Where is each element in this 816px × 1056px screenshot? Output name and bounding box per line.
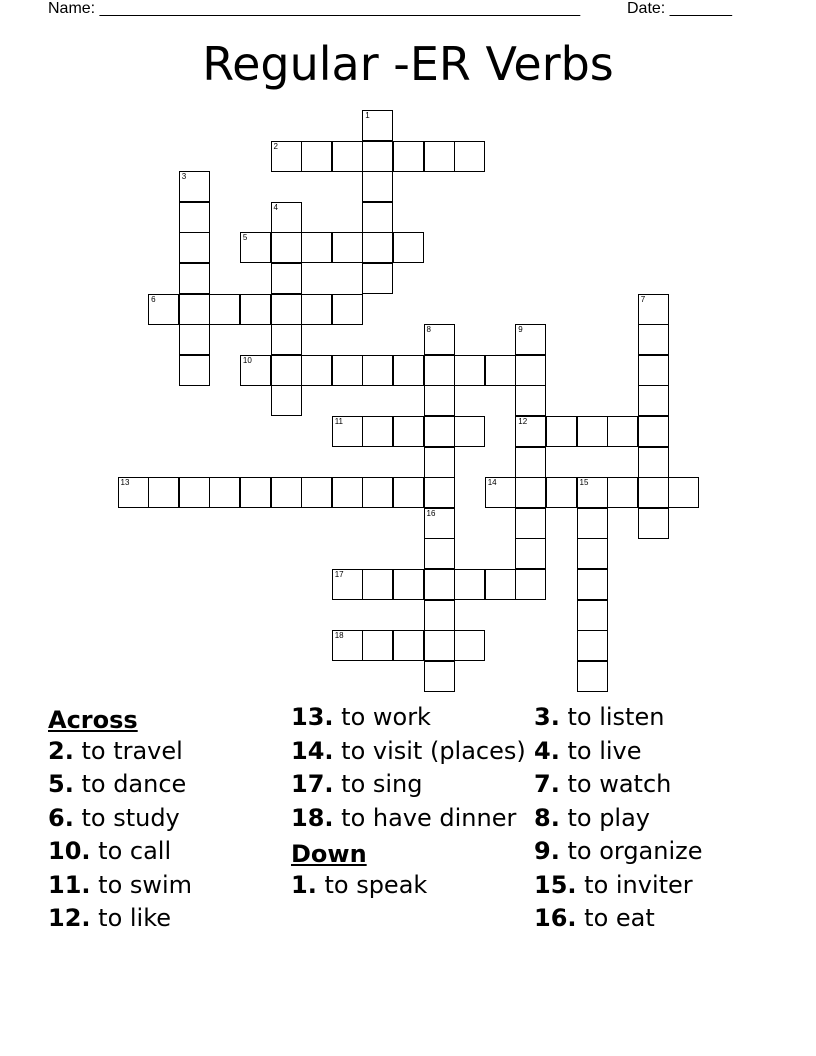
grid-cell[interactable] [179, 202, 210, 233]
cell-number: 10 [242, 355, 252, 365]
grid-cell[interactable] [546, 416, 577, 447]
grid-cell[interactable] [485, 477, 516, 508]
grid-cell[interactable] [179, 171, 210, 202]
grid-cell[interactable] [271, 202, 302, 233]
grid-cell[interactable] [179, 324, 210, 355]
grid-cell[interactable] [148, 477, 179, 508]
cell-number: 8 [426, 325, 431, 335]
clue-item: 11. to swim [48, 870, 193, 899]
clue-item: 5. to dance [48, 770, 187, 798]
grid-cell[interactable] [393, 232, 424, 263]
clue-item: 12. to like [48, 904, 172, 932]
grid-cell[interactable] [515, 416, 546, 447]
grid-cell[interactable] [393, 355, 424, 386]
grid-cell[interactable] [271, 385, 302, 416]
grid-cell[interactable] [148, 294, 179, 325]
grid-cell[interactable] [638, 385, 669, 416]
grid-cell[interactable] [179, 477, 210, 508]
grid-cell[interactable] [240, 294, 271, 325]
grid-cell[interactable] [454, 355, 485, 386]
name-field-label: Name: ______________________________________________________ [48, 0, 581, 17]
grid-cell[interactable] [424, 661, 455, 692]
down-heading: Down [291, 840, 367, 868]
grid-cell[interactable] [638, 324, 669, 355]
grid-cell[interactable] [179, 263, 210, 294]
grid-cell[interactable] [301, 477, 332, 508]
clue-item: 17. to sing [291, 770, 423, 798]
grid-cell[interactable] [454, 141, 485, 172]
grid-cell[interactable] [332, 141, 363, 172]
grid-cell[interactable] [454, 630, 485, 661]
grid-cell[interactable] [424, 538, 455, 569]
clue-item: 1. to speak [291, 870, 428, 899]
grid-cell[interactable] [515, 355, 546, 386]
clue-item: 6. to study [48, 803, 180, 832]
cell-number: 14 [487, 478, 497, 488]
cell-number: 17 [334, 570, 344, 579]
grid-cell[interactable] [362, 110, 393, 141]
cell-number: 9 [518, 325, 523, 335]
grid-cell[interactable] [393, 630, 424, 661]
grid-cell[interactable] [271, 263, 302, 294]
grid-cell[interactable] [424, 324, 455, 355]
grid-cell[interactable] [515, 324, 546, 355]
grid-cell[interactable] [118, 477, 149, 508]
grid-cell[interactable] [362, 171, 393, 202]
cell-number: 2 [273, 141, 278, 151]
grid-cell[interactable] [240, 232, 271, 263]
grid-cell[interactable] [301, 232, 332, 263]
clue-column-3 [534, 704, 774, 939]
grid-cell[interactable] [515, 508, 546, 539]
grid-cell[interactable] [179, 294, 210, 325]
cell-number: 18 [334, 631, 344, 641]
grid-cell[interactable] [485, 569, 516, 600]
grid-cell[interactable] [424, 141, 455, 172]
grid-cell[interactable] [362, 569, 393, 600]
grid-cell[interactable] [638, 508, 669, 539]
grid-cell[interactable] [424, 447, 455, 478]
grid-cell[interactable] [362, 416, 393, 447]
grid-cell[interactable] [332, 355, 363, 386]
grid-cell[interactable] [607, 416, 638, 447]
grid-cell[interactable] [332, 232, 363, 263]
grid-cell[interactable] [638, 447, 669, 478]
grid-cell[interactable] [332, 416, 363, 447]
across-heading: Across [48, 706, 138, 734]
cell-number: 11 [334, 417, 343, 426]
grid-cell[interactable] [515, 447, 546, 478]
grid-cell[interactable] [271, 232, 302, 263]
grid-cell[interactable] [577, 538, 608, 569]
grid-cell[interactable] [393, 141, 424, 172]
grid-cell[interactable] [301, 294, 332, 325]
grid-cell[interactable] [638, 416, 669, 447]
grid-cell[interactable] [240, 355, 271, 386]
cell-number: 4 [273, 202, 278, 212]
grid-cell[interactable] [577, 477, 608, 508]
grid-cell[interactable] [301, 141, 332, 172]
grid-cell[interactable] [362, 355, 393, 386]
grid-cell[interactable] [332, 569, 363, 600]
grid-cell[interactable] [362, 630, 393, 661]
grid-cell[interactable] [362, 202, 393, 233]
grid-cell[interactable] [485, 355, 516, 386]
grid-cell[interactable] [424, 477, 455, 508]
grid-cell[interactable] [362, 232, 393, 263]
grid-cell[interactable] [577, 569, 608, 600]
cell-number: 3 [181, 172, 187, 182]
clue-item: 8. to play [534, 803, 651, 832]
grid-cell[interactable] [271, 355, 302, 386]
grid-cell[interactable] [515, 538, 546, 569]
grid-cell[interactable] [424, 508, 455, 539]
grid-cell[interactable] [577, 416, 608, 447]
grid-cell[interactable] [209, 477, 240, 508]
grid-cell[interactable] [393, 569, 424, 600]
grid-cell[interactable] [577, 661, 608, 692]
grid-cell[interactable] [362, 141, 393, 172]
clue-item: 16. to eat [534, 904, 655, 932]
clue-item: 9. to organize [534, 837, 703, 865]
grid-cell[interactable] [515, 477, 546, 508]
grid-cell[interactable] [668, 477, 699, 508]
grid-cell[interactable] [332, 630, 363, 661]
grid-cell[interactable] [454, 416, 485, 447]
page-title: Regular -ER Verbs [202, 37, 614, 91]
clue-item: 15. to inviter [534, 870, 693, 899]
grid-cell[interactable] [454, 569, 485, 600]
clue-column-2 [291, 704, 531, 905]
cell-number: 5 [242, 233, 248, 243]
cell-number: 1 [365, 111, 370, 120]
cell-number: 12 [518, 417, 528, 426]
cell-number: 6 [151, 294, 156, 304]
grid-cell[interactable] [577, 630, 608, 661]
grid-cell[interactable] [240, 477, 271, 508]
grid-cell[interactable] [332, 294, 363, 325]
grid-cell[interactable] [393, 477, 424, 508]
grid-cell[interactable] [515, 569, 546, 600]
clue-item: 3. to listen [534, 703, 665, 731]
grid-cell[interactable] [393, 416, 424, 447]
grid-cell[interactable] [424, 569, 455, 600]
grid-cell[interactable] [607, 477, 638, 508]
grid-cell[interactable] [424, 600, 455, 631]
grid-cell[interactable] [271, 294, 302, 325]
grid-cell[interactable] [332, 477, 363, 508]
clue-item: 2. to travel [48, 736, 183, 765]
cell-number: 7 [640, 294, 646, 304]
date-field-label: Date: _______ [627, 0, 732, 17]
clue-column-1 [48, 704, 288, 939]
grid-cell[interactable] [424, 355, 455, 386]
grid-cell[interactable] [577, 600, 608, 631]
grid-cell[interactable] [271, 477, 302, 508]
grid-cell[interactable] [209, 294, 240, 325]
grid-cell[interactable] [362, 263, 393, 294]
grid-cell[interactable] [515, 385, 546, 416]
grid-cell[interactable] [179, 355, 210, 386]
grid-cell[interactable] [271, 141, 302, 172]
grid-cell[interactable] [638, 355, 669, 386]
cell-number: 15 [579, 478, 589, 488]
cell-number: 13 [120, 478, 130, 488]
grid-cell[interactable] [577, 508, 608, 539]
grid-cell[interactable] [546, 477, 577, 508]
cell-number: 16 [426, 508, 436, 518]
clue-item: 4. to live [534, 736, 642, 765]
grid-cell[interactable] [362, 477, 393, 508]
clue-item: 18. to have dinner [291, 803, 517, 832]
grid-cell[interactable] [638, 477, 669, 508]
clue-item: 14. to visit (places) [291, 736, 526, 765]
clue-item: 13. to work [291, 703, 431, 731]
grid-cell[interactable] [424, 416, 455, 447]
grid-cell[interactable] [301, 355, 332, 386]
clue-item: 10. to call [48, 837, 172, 865]
grid-cell[interactable] [638, 294, 669, 325]
grid-cell[interactable] [179, 232, 210, 263]
grid-cell[interactable] [424, 385, 455, 416]
grid-cell[interactable] [271, 324, 302, 355]
grid-cell[interactable] [424, 630, 455, 661]
clue-item: 7. to watch [534, 770, 672, 798]
